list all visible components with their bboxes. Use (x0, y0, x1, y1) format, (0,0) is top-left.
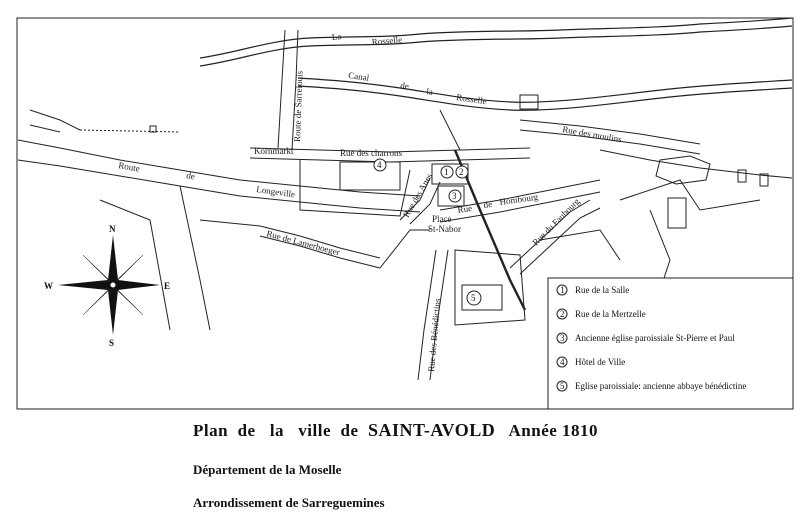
legend-num-4: 4 (560, 357, 565, 367)
street-rue-des-anes: Rue des Anes (401, 171, 435, 219)
river-label-canal-3: la (425, 86, 434, 97)
street-rue-hombourg-1: Rue (456, 203, 473, 215)
title-word-ville: ville (298, 421, 332, 440)
street-kornmarkt: Kornmarkt (254, 146, 294, 156)
legend-item-3: Ancienne église paroissiale St-Pierre et Paul (575, 333, 735, 343)
compass-rose (58, 235, 160, 335)
legend-item-4: Hôtel de Ville (575, 357, 626, 367)
street-rue-du-faubourg: Rue du Faubourg (530, 196, 582, 248)
legend-item-2: Rue de la Mertzelle (575, 309, 646, 319)
street-rue-hombourg-2: de (482, 198, 493, 210)
compass-s: S (109, 338, 115, 348)
street-route-longeville-2: de (185, 170, 196, 182)
street-place-2: St-Nabor (428, 224, 461, 234)
street-rue-hombourg-3: Hombourg (498, 191, 539, 207)
legend-num-5: 5 (560, 381, 565, 391)
legend-num-3: 3 (560, 333, 565, 343)
street-place-1: Place (432, 214, 452, 224)
marker-3: 3 (452, 191, 457, 201)
street-route-longeville-3: Longeville (255, 184, 296, 200)
river-canal (298, 78, 792, 110)
title-town: SAINT-AVOLD (368, 420, 496, 440)
marker-2: 2 (459, 167, 464, 177)
marker-4: 4 (377, 160, 382, 170)
street-rue-des-moulins: Rue des moulins (561, 124, 623, 145)
river-label-canal-1: Canal (347, 70, 370, 83)
street-route-longeville-1: Route (117, 160, 141, 174)
compass-n: N (109, 224, 116, 234)
compass-w: W (44, 281, 53, 291)
title-word-de: de (237, 421, 256, 440)
street-rue-lamerhoeger: Rue de Lamerhoeger (265, 228, 341, 258)
marker-1: 1 (444, 167, 449, 177)
title-year: Année 1810 (508, 421, 599, 440)
compass-e: E (164, 281, 171, 291)
river-label-canal-2: de (399, 80, 410, 92)
river-rosselle (200, 18, 792, 66)
legend-num-2: 2 (560, 309, 565, 319)
legend-item-1: Rue de la Salle (575, 285, 630, 295)
legend-item-5: Eglise paroissiale: ancienne abbaye bénédictine (575, 381, 747, 391)
title-word-de2: de (340, 421, 359, 440)
street-route-sarrelouis: Route de Sarrelouis (292, 70, 305, 143)
marker-5: 5 (471, 293, 476, 303)
street-rue-des-charrons: Rue des charrons (340, 148, 402, 158)
river-label-rosselle-1: La (331, 31, 342, 42)
title-word-la: la (269, 421, 285, 440)
legend-num-1: 1 (560, 285, 565, 295)
river-label-rosselle-2: Rosselle (371, 34, 403, 47)
map-title (193, 420, 598, 441)
river-label-canal-4: Rosselle (455, 92, 488, 107)
street-rue-des-benedictins: Rue des Bénédictins (426, 298, 443, 373)
arrondissement-line: Arrondissement de Sarreguemines (193, 495, 385, 510)
title-word-plan: Plan (193, 421, 229, 440)
department-line: Département de la Moselle (193, 462, 342, 477)
